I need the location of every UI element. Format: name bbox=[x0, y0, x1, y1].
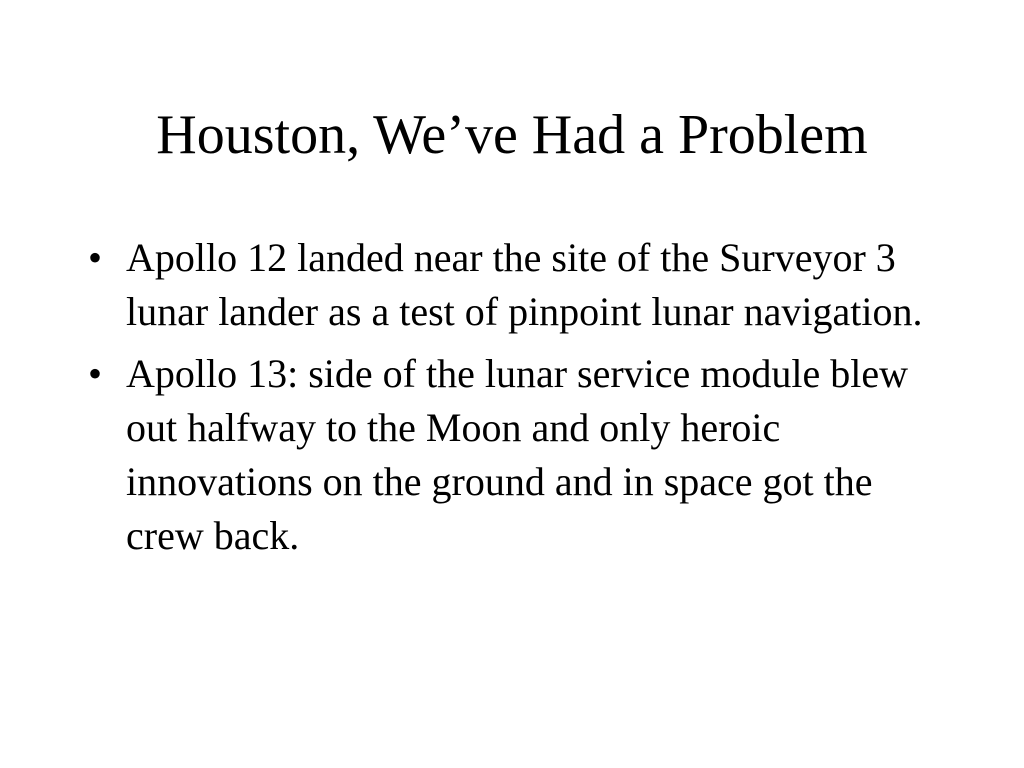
bullet-text: Apollo 13: side of the lunar service module blew out halfway to the Moon and only heroic innovations on the ground and in space got the crew back. bbox=[126, 351, 909, 558]
bullet-list bbox=[88, 231, 948, 571]
list-item bbox=[88, 231, 948, 339]
bullet-icon: • bbox=[88, 351, 103, 396]
list-item bbox=[88, 347, 948, 563]
bullet-text: Apollo 12 landed near the site of the Surveyor 3 lunar lander as a test of pinpoint lunar navigation. bbox=[126, 235, 923, 334]
bullet-icon: • bbox=[88, 235, 103, 280]
slide-title: Houston, We’ve Had a Problem bbox=[156, 104, 868, 166]
